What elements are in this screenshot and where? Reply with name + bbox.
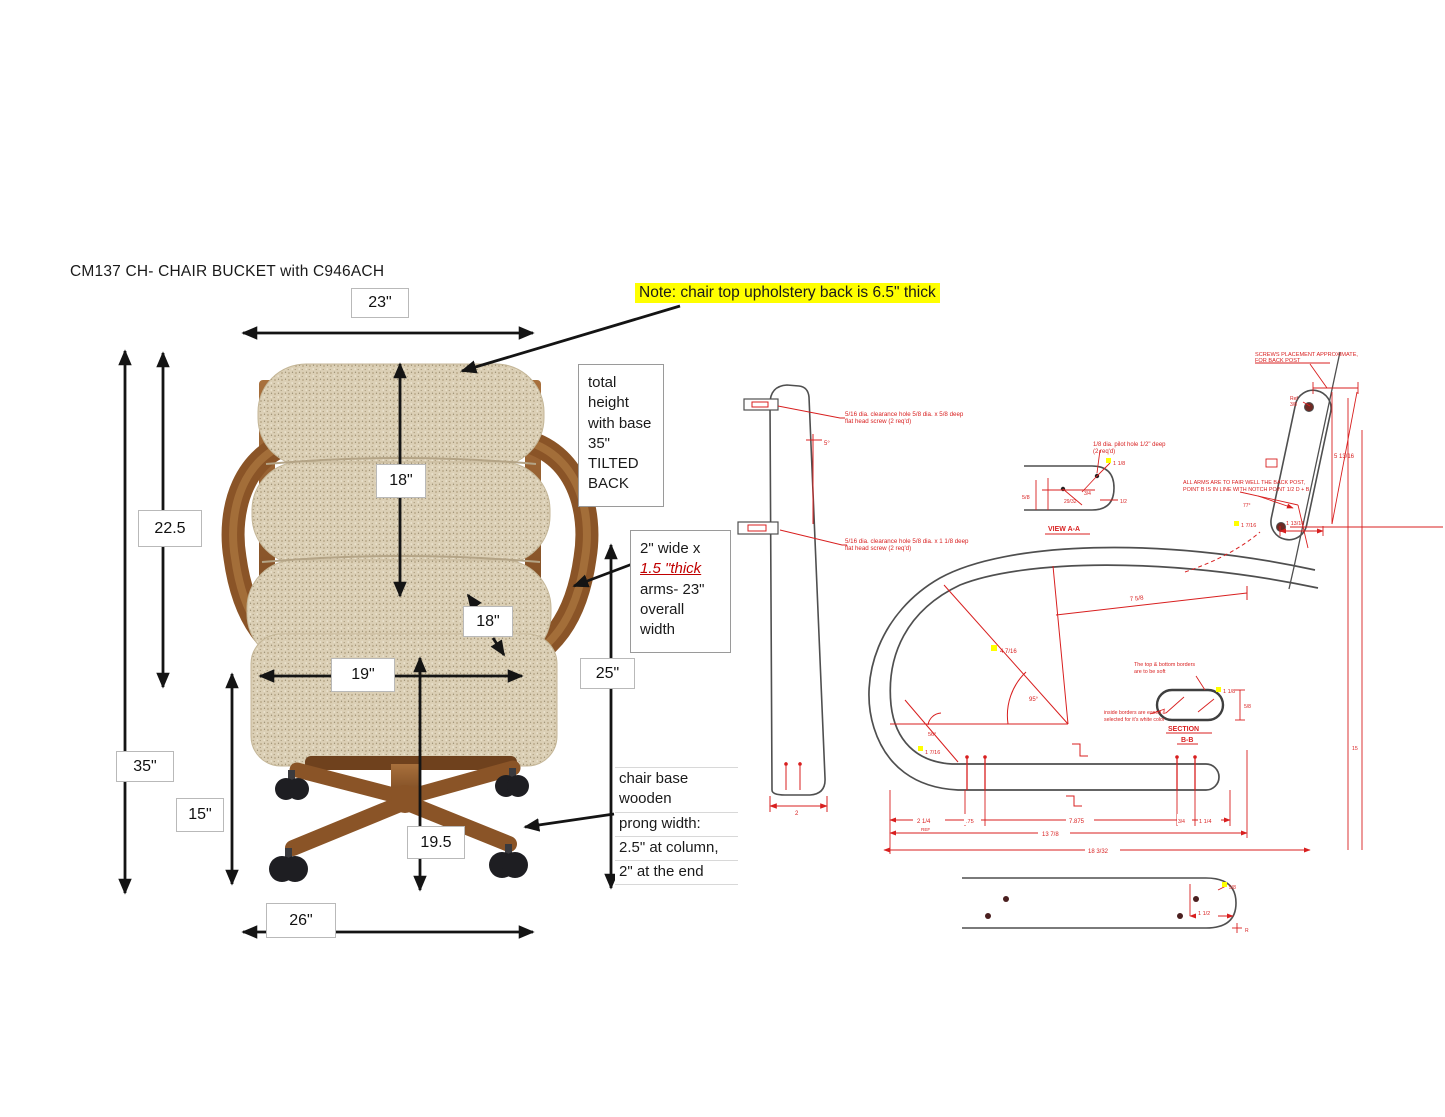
cad-dim: 1 13/16 xyxy=(1286,521,1305,527)
arms-callout xyxy=(630,530,731,653)
note-leader-arrow xyxy=(462,306,680,371)
cad-dim: 7.875 xyxy=(1069,819,1085,825)
cad-note: flat head screw (2 req'd) xyxy=(845,418,912,425)
view-aa-detail xyxy=(1022,442,1166,534)
tilted-back-post xyxy=(1183,352,1443,850)
callout-line: 35" xyxy=(588,434,611,452)
section-label: SECTION xyxy=(1168,726,1200,733)
callout-line-red: 1.5 "thick xyxy=(640,560,702,578)
page-title: CM137 CH- CHAIR BUCKET with C946ACH xyxy=(70,263,385,280)
cad-note: ALL ARMS ARE TO FAIR WELL THE BACK POST, xyxy=(1183,480,1306,486)
cad-dim: Ref xyxy=(1290,396,1298,402)
cushions xyxy=(247,364,557,766)
cad-dim: 56° xyxy=(928,732,937,738)
arm-profile xyxy=(869,532,1318,806)
cad-note: 5/16 dia. clearance hole 5/8 dia. x 5/8 deep xyxy=(845,411,964,418)
cad-dim: 13 7/8 xyxy=(1042,832,1059,838)
callout-line: 2" wide x xyxy=(640,540,701,557)
dim-label-arm-height: 25" xyxy=(580,658,635,689)
callout-line: height xyxy=(588,394,629,412)
cad-note: selected for it's white color xyxy=(1104,717,1165,723)
cad-dim: 3/8 xyxy=(1290,402,1297,408)
callout-row: prong width: xyxy=(615,812,738,836)
cad-note: 1/8 dia. pilot hole 1/2" deep xyxy=(1093,442,1166,448)
cad-dim: REF xyxy=(921,827,931,832)
base-leader-arrow xyxy=(525,814,614,827)
callout-line: TILTED xyxy=(588,455,639,472)
cad-note: inside borders are eased & xyxy=(1104,710,1166,716)
chair-photo xyxy=(233,364,587,882)
cad-dim: 15 xyxy=(1352,746,1358,752)
callout-line: width xyxy=(640,621,676,638)
cad-dim: 5° xyxy=(824,441,830,447)
cad-dim: 5/8 xyxy=(1022,495,1030,501)
cad-dim: 95° xyxy=(1029,697,1039,703)
cad-dim: 4 7/16 xyxy=(1000,649,1017,655)
dim-label-seat-width: 19" xyxy=(331,658,395,692)
cad-dim: 5/8 xyxy=(1244,704,1251,710)
callout-row: chair base wooden xyxy=(615,767,738,812)
base-prong-callout xyxy=(615,767,738,885)
dim-label-back-width: 18" xyxy=(376,464,426,498)
cad-note: are to be soft xyxy=(1134,669,1166,675)
pedestal-base xyxy=(269,756,529,882)
view-aa-label: VIEW A-A xyxy=(1048,526,1081,533)
cad-dim: R xyxy=(1245,928,1249,934)
cad-note: flat head screw (2 req'd) xyxy=(845,545,912,552)
dim-label-top-width: 23" xyxy=(351,288,409,318)
cad-note: SCREWS PLACEMENT APPROXIMATE, xyxy=(1255,352,1358,358)
cad-note: POINT B IS IN LINE WITH NOTCH POINT 1/2 D + B xyxy=(1183,487,1310,493)
callout-line: arms- 23" xyxy=(640,580,705,598)
cad-dim: 1 1/8 xyxy=(1113,461,1126,467)
cad-dim: 29/32 xyxy=(1064,499,1077,505)
cad-note: The top & bottom borders xyxy=(1134,662,1196,668)
dim-label-back-height: 22.5 xyxy=(138,510,202,547)
cad-dim: 3/4 xyxy=(1084,491,1091,497)
dim-label-cushion-thickness: 18" xyxy=(463,606,513,637)
dim-label-total-height: 35" xyxy=(116,751,174,782)
cad-note: (2 req'd) xyxy=(1093,449,1116,455)
cad-dim: 5/8 xyxy=(1229,885,1236,891)
dimension-chain xyxy=(884,750,1310,855)
total-height-callout xyxy=(578,364,664,507)
cad-dim: 18 3/32 xyxy=(1088,849,1109,855)
dim-label-base-span: 19.5 xyxy=(407,826,465,859)
callout-row: 2" at the end xyxy=(615,860,738,885)
callout-row: 2.5" at column, xyxy=(615,836,738,860)
cad-dim: 1 7/16 xyxy=(925,750,941,756)
cad-dim: 3/4 xyxy=(1178,819,1185,825)
cad-dim: 5 13/16 xyxy=(1334,454,1355,460)
cad-dim: 2 xyxy=(795,811,799,817)
cad-dim: 2 1/4 xyxy=(917,819,931,825)
cad-dim: 1 1/2 xyxy=(1198,911,1211,917)
cad-dim: 1 1/4 xyxy=(1199,819,1212,825)
cad-note: 5/16 dia. clearance hole 5/8 dia. x 1 1/8 deep xyxy=(845,538,969,545)
seat-cushion xyxy=(251,634,557,766)
cad-dim: 7 5/8 xyxy=(1129,594,1144,603)
cad-dim: 77° xyxy=(1243,503,1251,509)
cad-note: FOR BACK POST xyxy=(1255,358,1301,364)
dim-label-base-height: 15" xyxy=(176,798,224,832)
cad-dim: 1/2 xyxy=(1120,499,1127,505)
section-label: B-B xyxy=(1181,737,1194,744)
note-highlight: Note: chair top upholstery back is 6.5" thick xyxy=(635,283,940,303)
arm-bar-top-view xyxy=(962,878,1249,934)
callout-line: with base xyxy=(588,414,652,432)
callout-line: total xyxy=(588,374,617,391)
section-bb xyxy=(1104,662,1251,744)
cad-dim: 1 1/8 xyxy=(1223,689,1236,695)
callout-line: overall xyxy=(640,600,685,618)
callout-line: BACK xyxy=(588,475,629,493)
cad-dim: .75 xyxy=(966,819,974,825)
dim-label-base-width: 26" xyxy=(266,903,336,938)
cad-drawing xyxy=(738,352,1443,934)
cad-dim: 1 7/16 xyxy=(1241,523,1257,529)
